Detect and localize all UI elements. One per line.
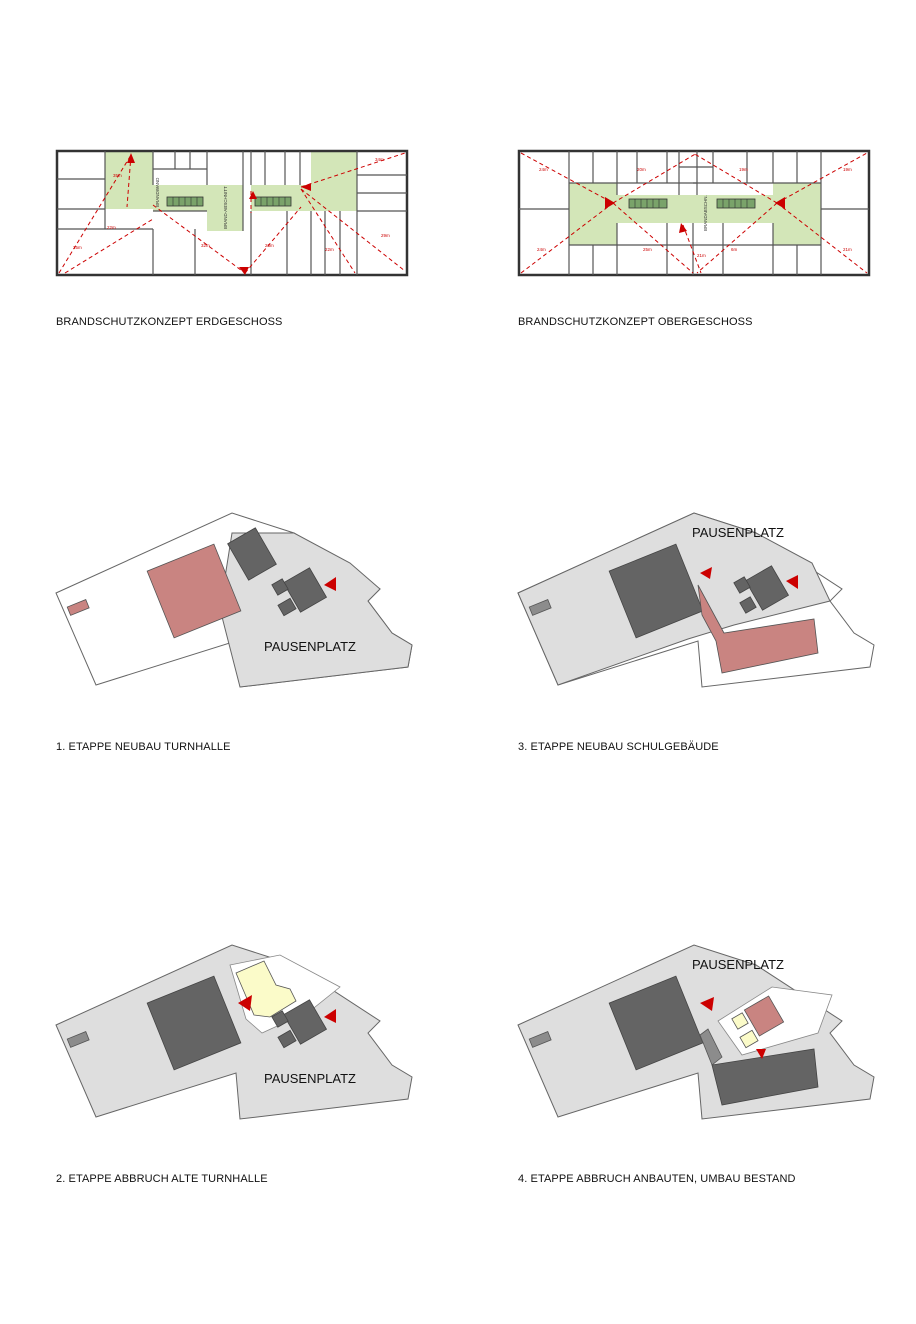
ground-floor-drawing [55,147,411,279]
plan-caption-upper: BRANDSCHUTZKONZEPT OBERGESCHOSS [518,316,753,328]
stair-icon [167,197,203,206]
stage-2-site [50,937,420,1127]
stair-icon [717,199,755,208]
green-zone [569,183,617,245]
fire-wall-label: BRANDWAND [155,177,160,207]
stage-1-caption: 1. ETAPPE NEUBAU TURNHALLE [56,741,231,753]
distance-label: 20m [637,167,646,172]
schoolyard-label: PAUSENPLATZ [264,639,356,654]
upper-floor-drawing [517,147,873,279]
stage-4-caption: 4. ETAPPE ABBRUCH ANBAUTEN, UMBAU BESTAND [518,1173,796,1185]
distance-label: 19m [843,167,852,172]
floor-plan-upper [517,147,873,279]
distance-label: 25m [643,247,652,252]
stage-1-site [50,505,420,695]
stage-3-drawing [512,505,882,695]
stage-4-drawing [512,937,882,1127]
distance-label: 21m [843,247,852,252]
distance-label: 19m [739,167,748,172]
distance-label: 22m [107,225,116,230]
fire-section-label: BRAND-ABSCHNITT [223,186,228,229]
fire-section-label: BRANDABSCHN. [703,195,708,231]
stair-icon [629,199,667,208]
stage-2-drawing [50,937,420,1127]
distance-label: 22m [325,247,334,252]
stage-4-site [512,937,882,1127]
stair-icon [255,197,291,206]
distance-label: 6m [731,247,738,252]
distance-label: 21m [697,253,706,258]
stage-3-site [512,505,882,695]
plan-caption-ground: BRANDSCHUTZKONZEPT ERDGESCHOSS [56,316,283,328]
distance-label: 32m [201,243,210,248]
distance-label: 23m [265,243,274,248]
stage-1-drawing [50,505,420,695]
floor-plan-ground [55,147,411,279]
stage-3-caption: 3. ETAPPE NEUBAU SCHULGEBÄUDE [518,741,719,753]
distance-label: 35m [113,173,122,178]
distance-label: 34m [375,157,384,162]
schoolyard-label: PAUSENPLATZ [692,957,784,972]
stage-2-caption: 2. ETAPPE ABBRUCH ALTE TURNHALLE [56,1173,268,1185]
distance-label: 24m [537,247,546,252]
distance-label: 24m [539,167,548,172]
schoolyard-label: PAUSENPLATZ [692,525,784,540]
distance-label: 29m [381,233,390,238]
distance-label: 25m [73,245,82,250]
schoolyard-label: PAUSENPLATZ [264,1071,356,1086]
